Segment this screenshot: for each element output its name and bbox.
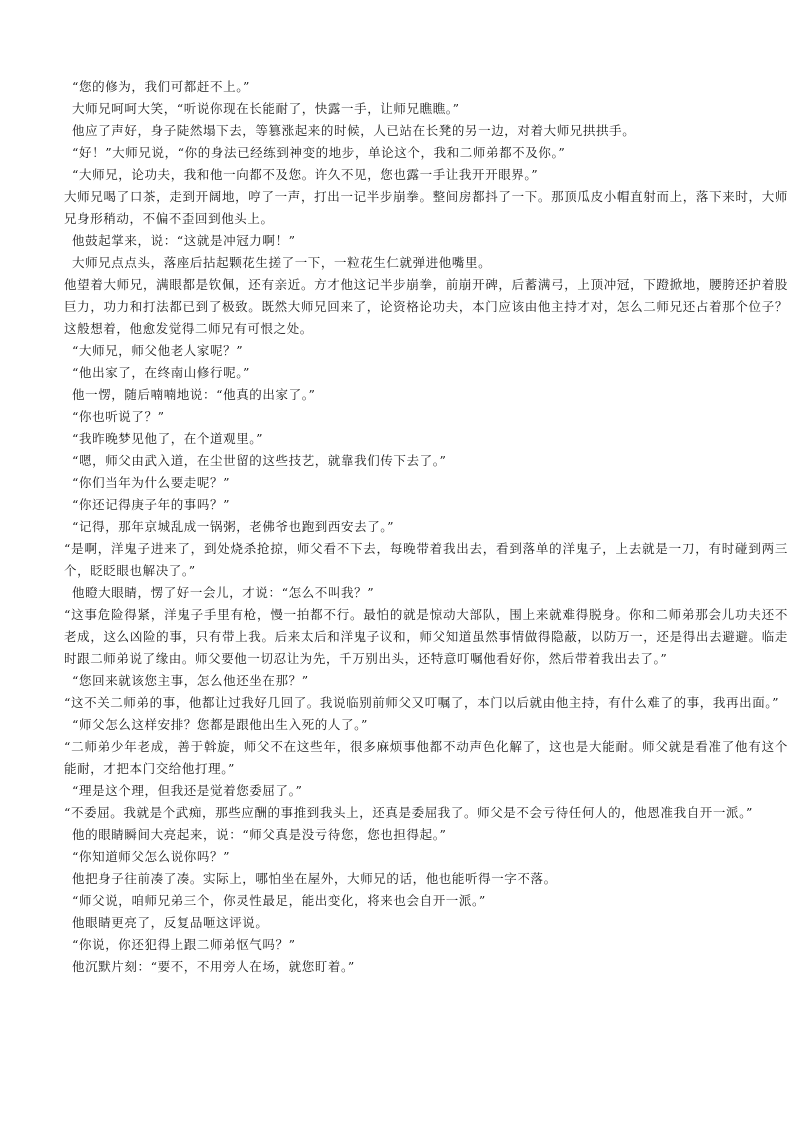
- paragraph-01: “您的修为，我们可都赶不上。”: [72, 79, 251, 94]
- paragraph-26: “理是这个理，但我还是觉着您委屈了。”: [72, 783, 303, 798]
- paragraph-16: “你们当年为什么要走呢？”: [72, 475, 231, 490]
- paragraph-05: “大师兄，论功夫，我和他一向都不及您。许久不见，您也露一手让我开开眼界。”: [72, 167, 539, 182]
- paragraph-17: “你还记得庚子年的事吗？”: [72, 497, 231, 512]
- paragraph-33: “你说，你还犯得上跟二师弟怄气吗？”: [72, 937, 296, 952]
- paragraph-10: “大师兄，师父他老人家呢？”: [72, 343, 244, 358]
- paragraph-09: 他望着大师兄，满眼都是钦佩，还有亲近。方才他这记半步崩拳，前崩开碑，后蓄满弓，上顶冲冠，下蹬掀地，腰胯还护着股巨力，功力和打法都已到了极致。既然大师兄回来了，论资格论功夫，本门应该由他主持才对，怎么二师兄还占着那个位子？这般想着，他愈发觉得二师兄有可恨之处。: [64, 277, 788, 336]
- paragraph-20: 他瞪大眼睛，愣了好一会儿，才说：“怎么不叫我？”: [72, 585, 375, 600]
- paragraph-28: 他的眼睛瞬间大亮起来，说：“师父真是没亏待您，您也担得起。”: [72, 827, 447, 842]
- paragraph-22: “您回来就该您主事，怎么他还坐在那？”: [72, 673, 309, 688]
- paragraph-12: 他一愣，随后喃喃地说：“他真的出家了。”: [72, 387, 316, 402]
- paragraph-11: “他出家了，在终南山修行呢。”: [72, 365, 251, 380]
- paragraph-14: “我昨晚梦见他了，在个道观里。”: [72, 431, 264, 446]
- paragraph-29: “你知道师父怎么说你吗？”: [72, 849, 231, 864]
- paragraph-30: 他把身子往前凑了凑。实际上，哪怕坐在屋外，大师兄的话，他也能听得一字不落。: [72, 871, 557, 886]
- paragraph-02: 大师兄呵呵大笑，“听说你现在长能耐了，快露一手，让师兄瞧瞧。”: [72, 101, 460, 116]
- paragraph-25: “二师弟少年老成，善于斡旋，师父不在这些年，很多麻烦事他都不动声色化解了，这也是大能耐。师父就是看准了他有这个能耐，才把本门交给他打理。”: [64, 739, 788, 776]
- paragraph-23: “这不关二师弟的事，他都让过我好几回了。我说临别前师父又叮嘱了，本门以后就由他主持，有什么难了的事，我再出面。”: [64, 695, 780, 710]
- paragraph-32: 他眼睛更亮了，反复品咂这评说。: [72, 915, 269, 930]
- paragraph-07: 他鼓起掌来，说：“这就是冲冠力啊！”: [72, 233, 296, 248]
- paragraph-08: 大师兄点点头，落座后拈起颗花生搓了一下，一粒花生仁就弹进他嘴里。: [72, 255, 492, 270]
- paragraph-18: “记得，那年京城乱成一锅粥，老佛爷也跑到西安去了。”: [72, 519, 395, 534]
- paragraph-21: “这事危险得紧，洋鬼子手里有枪，慢一拍都不行。最怕的就是惊动大部队，围上来就难得脱身。你和二师弟那会儿功夫还不老成，这么凶险的事，只有带上我。后来太后和洋鬼子议和，师父知道虽然事情做得隐蔽，以防万一，还是得出去避避。临走时跟二师弟说了缘由。师父要他一切忍让为先，千万别出头，还特意叮嘱他看好你，然后带着我出去了。”: [64, 607, 788, 666]
- paragraph-06: 大师兄喝了口茶，走到开阔地，哼了一声，打出一记半步崩拳。整间房都抖了一下。那顶瓜皮小帽直射而上，落下来时，大师兄身形稍动，不偏不歪回到他头上。: [64, 189, 788, 226]
- paragraph-15: “嗯，师父由武入道，在尘世留的这些技艺，就靠我们传下去了。”: [72, 453, 447, 468]
- paragraph-03: 他应了声好，身子陡然塌下去，等篡涨起来的时候，人已站在长凳的另一边，对着大师兄拱拱手。: [72, 123, 636, 138]
- document-page: [64, 76, 788, 978]
- paragraph-27: “不委屈。我就是个武痴，那些应酬的事推到我头上，还真是委屈我了。师父是不会亏待任何人的，他恩准我自开一派。”: [64, 805, 753, 820]
- paragraph-31: “师父说，咱师兄弟三个，你灵性最足，能出变化，将来也会自开一派。”: [72, 893, 486, 908]
- paragraph-24: “师父怎么这样安排？您都是跟他出生入死的人了。”: [72, 717, 368, 732]
- paragraph-19: “是啊，洋鬼子进来了，到处烧杀抢掠，师父看不下去，每晚带着我出去，看到落单的洋鬼子，上去就是一刀，有时碰到两三个，眨眨眼也解决了。”: [64, 541, 788, 578]
- paragraph-04: “好！”大师兄说，“你的身法已经练到神变的地步，单论这个，我和二师弟都不及你。”: [72, 145, 566, 160]
- paragraph-34: 他沉默片刻：“要不，不用旁人在场，就您盯着。”: [72, 959, 355, 974]
- paragraph-13: “你也听说了？”: [72, 409, 165, 424]
